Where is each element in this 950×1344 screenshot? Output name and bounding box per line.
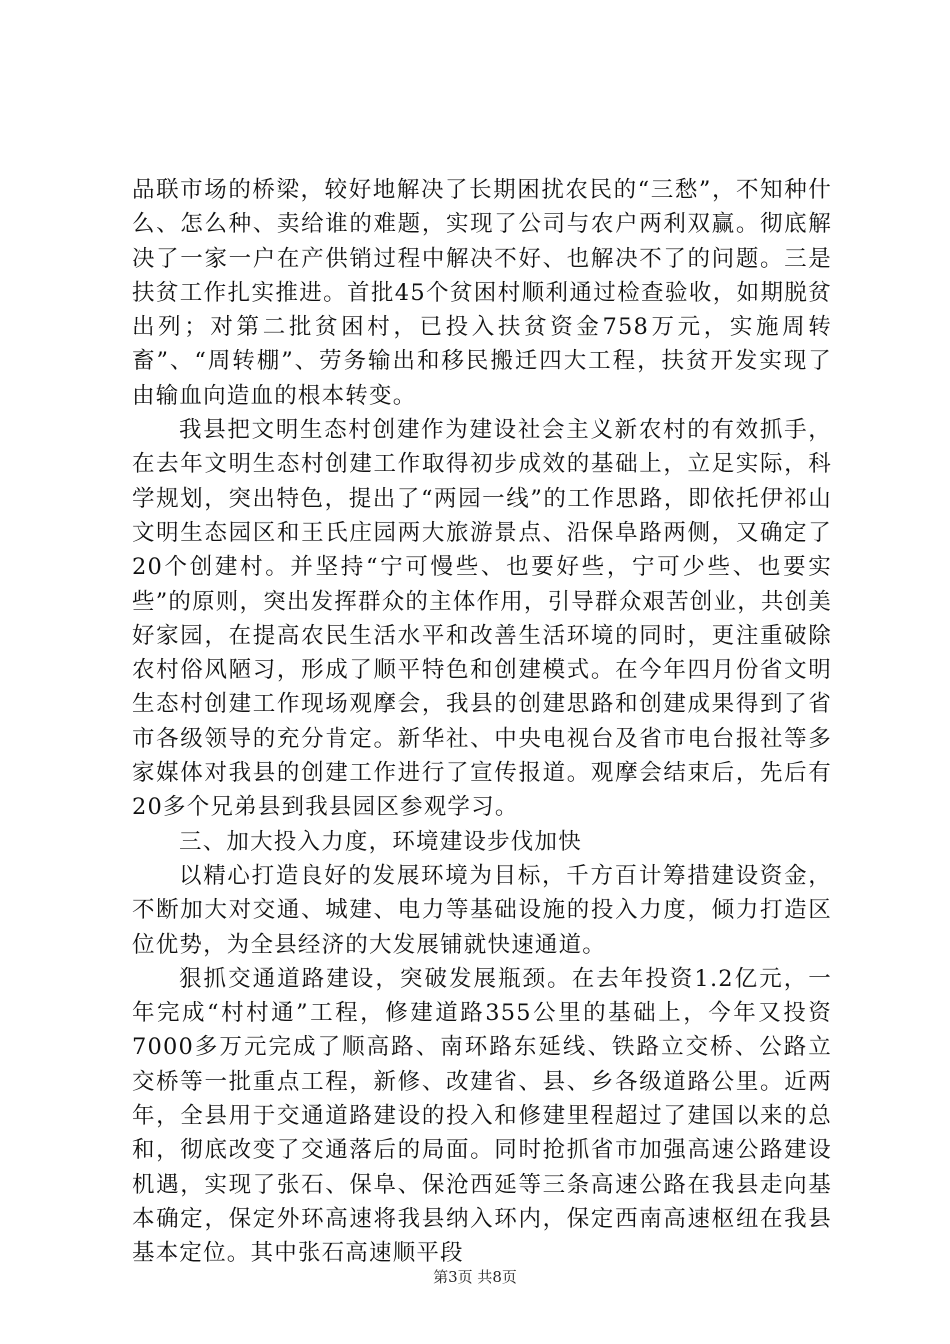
page-number: 第3页 共8页 [433, 1268, 517, 1286]
paragraph-environment: 以精心打造良好的发展环境为目标，千方百计筹措建设资金，不断加大对交通、城建、电力等基础设施的投入力度，倾力打造区位优势，为全县经济的大发展铺就快速通道。 [132, 862, 832, 958]
paragraph-transport: 狠抓交通道路建设，突破发展瓶颈。在去年投资1.2亿元，一年完成“村村通”工程，修建道路355公里的基础上，今年又投资7000多万元完成了顺高路、南环路东延线、铁路立交桥、公路立交桥等一批重点工程，新修、改建省、县、乡各级道路公里。近两年，全县用于交通道路建设的投入和修建里程超过了建国以来的总和，彻底改变了交通落后的局面。同时抢抓省市加强高速公路建设机遇，实现了张石、保阜、保沧西延等三条高速公路在我县走向基本确定，保定外环高速将我县纳入环内，保定西南高速枢纽在我县基本定位。其中张石高速顺平段 [132, 965, 832, 1267]
page-footer [0, 1267, 950, 1287]
paragraph-continued: 品联市场的桥梁，较好地解决了长期困扰农民的“三愁”，不知种什么、怎么种、卖给谁的难题，实现了公司与农户两利双赢。彻底解决了一家一户在产供销过程中解决不好、也解决不了的问题。三是扶贫工作扎实推进。首批45个贫困村顺利通过检查验收，如期脱贫出列；对第二批贫困村，已投入扶贫资金758万元，实施周转畜”、“周转棚”、劳务输出和移民搬迁四大工程，扶贫开发实现了由输血向造血的根本转变。 [132, 177, 832, 409]
paragraph-eco-village: 我县把文明生态村创建作为建设社会主义新农村的有效抓手，在去年文明生态村创建工作取得初步成效的基础上，立足实际，科学规划，突出特色，提出了“两园一线”的工作思路，即依托伊祁山文明生态园区和王氏庄园两大旅游景点、沿保阜路两侧，又确定了20个创建村。并坚持“宁可慢些、也要好些，宁可少些、也要实些”的原则，突出发挥群众的主体作用，引导群众艰苦创业，共创美好家园，在提高农民生活水平和改善生活环境的同时，更注重破除农村俗风陋习，形成了顺平特色和创建模式。在今年四月份省文明生态村创建工作现场观摩会，我县的创建思路和创建成果得到了省市各级领导的充分肯定。新华社、中央电视台及省市电台报社等多家媒体对我县的创建工作进行了宣传报道。观摩会结束后，先后有20多个兄弟县到我县园区参观学习。 [132, 417, 833, 821]
body-text [132, 173, 832, 1271]
section-heading: 三、加大投入力度，环境建设步伐加快 [179, 828, 582, 855]
